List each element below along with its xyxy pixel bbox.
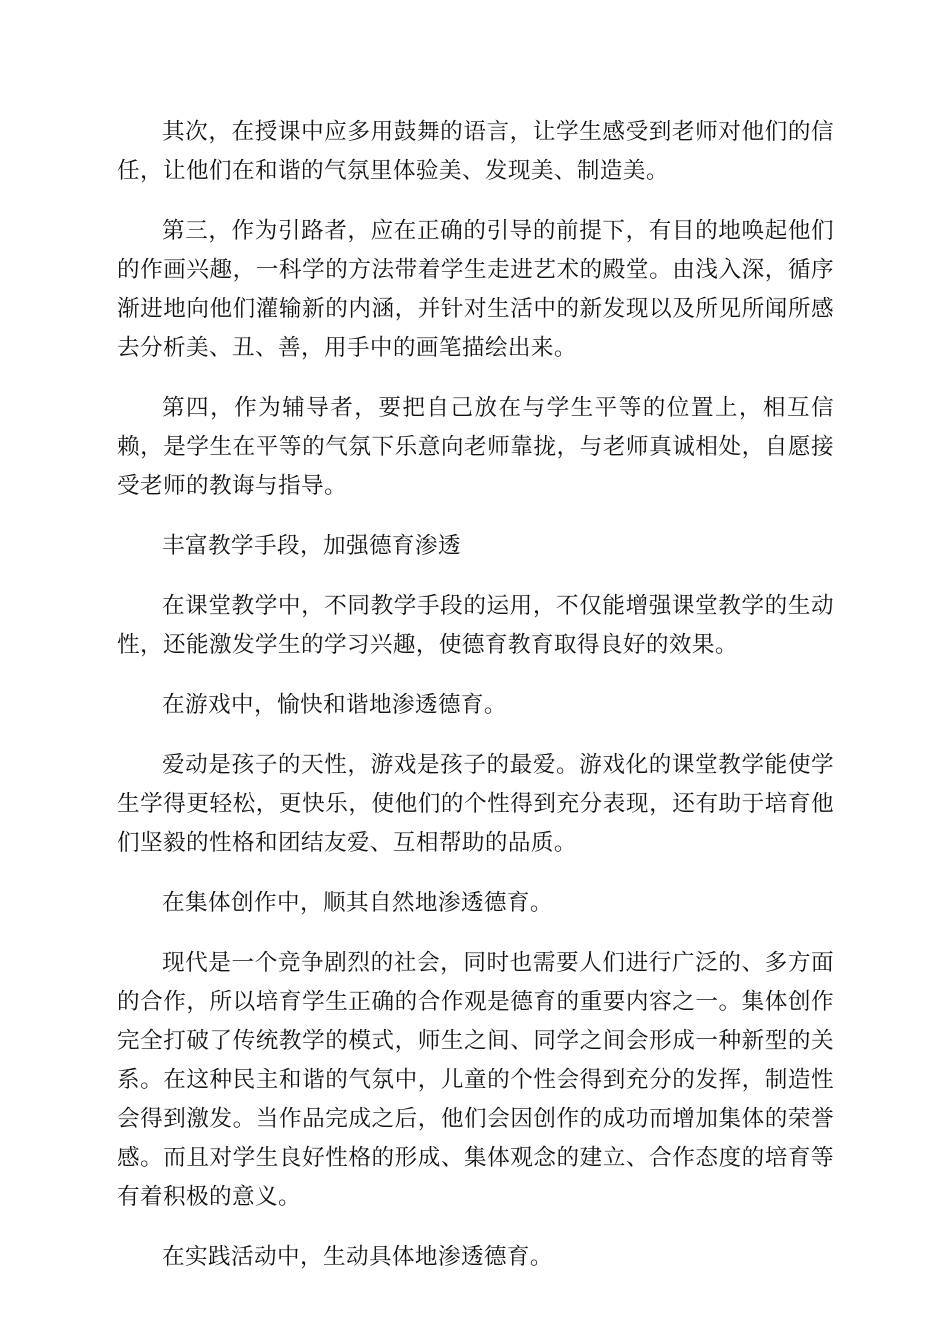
paragraph-guide-role: 第三，作为引路者，应在正确的引导的前提下，有目的地唤起他们的作画兴趣，一科学的方法带着学生走进艺术的殿堂。由浅入深，循序渐进地向他们灌输新的内涵，并针对生活中的新发现以及所见所闻所感去分析美、丑、善，用手中的画笔描绘出来。 <box>117 218 834 361</box>
document-body <box>117 113 834 1298</box>
section-heading-teaching-methods: 丰富教学手段，加强德育渗透 <box>162 533 461 559</box>
paragraph-encouraging-language: 其次，在授课中应多用鼓舞的语言，让学生感受到老师对他们的信任，让他们在和谐的气氛里体验美、发现美、制造美。 <box>117 119 834 184</box>
subheading-games: 在游戏中，愉快和谐地渗透德育。 <box>162 692 507 718</box>
paragraph-group-creation: 现代是一个竞争剧烈的社会，同时也需要人们进行广泛的、多方面的合作，所以培育学生正确的合作观是德育的重要内容之一。集体创作完全打破了传统教学的模式，师生之间、同学之间会形成一种新型的关系。在这种民主和谐的气氛中，儿童的个性会得到充分的发挥，制造性会得到激发。当作品完成之后，他们会因创作的成功而增加集体的荣誉感。而且对学生良好性格的形成、集体观念的建立、合作态度的培育等有着积极的意义。 <box>117 950 834 1210</box>
subheading-group-creation: 在集体创作中，顺其自然地渗透德育。 <box>162 890 553 916</box>
paragraph-mentor-role: 第四，作为辅导者，要把自己放在与学生平等的位置上，相互信赖，是学生在平等的气氛下乐意向老师靠拢，与老师真诚相处，自愿接受老师的教诲与指导。 <box>117 395 834 499</box>
subheading-practice-activities: 在实践活动中，生动具体地渗透德育。 <box>162 1244 553 1270</box>
paragraph-games: 爱动是孩子的天性，游戏是孩子的最爱。游戏化的课堂教学能使学生学得更轻松，更快乐，使他们的个性得到充分表现，还有助于培育他们坚毅的性格和团结友爱、互相帮助的品质。 <box>117 752 834 856</box>
paragraph-teaching-methods: 在课堂教学中，不同教学手段的运用，不仅能增强课堂教学的生动性，还能激发学生的学习兴趣，使德育教育取得良好的效果。 <box>117 593 834 658</box>
